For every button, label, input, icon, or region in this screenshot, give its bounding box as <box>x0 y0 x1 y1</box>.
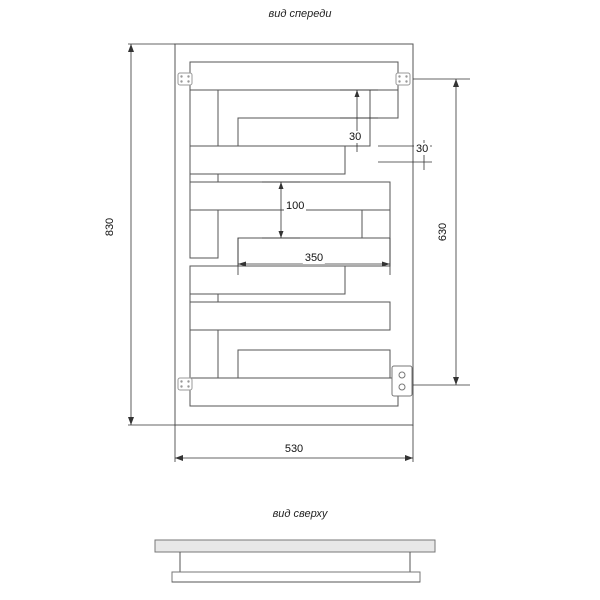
top-view-panel <box>172 572 420 582</box>
mount-bracket-top-left <box>178 73 192 85</box>
dim-label-30-inner: 30 <box>349 131 362 143</box>
top-view-group <box>155 540 435 582</box>
dim-label-30-outer: 30 <box>416 143 429 155</box>
front-view-caption: вид спереди <box>268 8 332 20</box>
dim-label-830: 830 <box>104 217 116 237</box>
dim-label-530: 530 <box>284 443 304 455</box>
dim-label-630: 630 <box>437 222 449 242</box>
dim-label-350: 350 <box>304 252 324 264</box>
top-view-wall-plate <box>155 540 435 552</box>
connection-box <box>392 366 412 396</box>
mount-bracket-bottom-left <box>178 378 192 390</box>
top-view-caption: вид сверху <box>272 508 328 520</box>
front-view-group <box>175 44 413 425</box>
mount-bracket-top-right <box>396 73 410 85</box>
dim-label-100: 100 <box>286 200 305 212</box>
